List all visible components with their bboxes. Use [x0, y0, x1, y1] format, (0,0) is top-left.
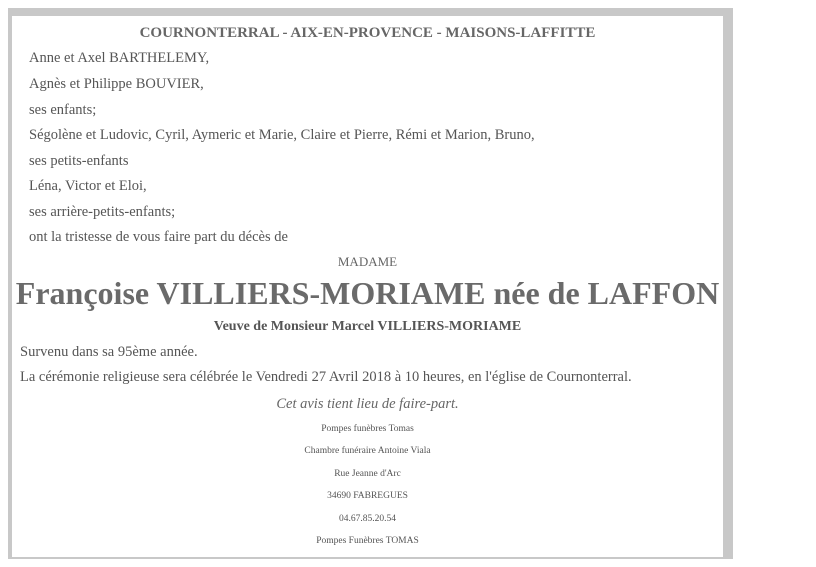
family-line: Agnès et Philippe BOUVIER, [29, 76, 204, 92]
family-line: ses arrière-petits-enfants; [29, 204, 176, 220]
family-line: ses petits-enfants [29, 153, 129, 169]
contact-phone: 04.67.85.20.54 [339, 514, 396, 524]
contact-line: Pompes Funèbres TOMAS [316, 536, 419, 546]
contact-line: Chambre funéraire Antoine Viala [304, 446, 431, 456]
family-line: Anne et Axel BARTHELEMY, [29, 50, 210, 66]
family-line: Léna, Victor et Eloi, [29, 178, 147, 194]
ceremony-line: La cérémonie religieuse sera célébrée le Vendredi 27 Avril 2018 à 10 heures, en l'église de Cournonterral. [20, 369, 632, 385]
family-line: Ségolène et Ludovic, Cyril, Aymeric et Marie, Claire et Pierre, Rémi et Marion, Bruno, [29, 127, 535, 143]
contact-line: Pompes funèbres Tomas [321, 424, 414, 434]
family-line: ont la tristesse de vous faire part du décès de [29, 229, 288, 245]
faire-part-line: Cet avis tient lieu de faire-part. [276, 396, 459, 412]
family-line: ses enfants; [29, 102, 97, 118]
notice-heading: COURNONTERRAL - AIX-EN-PROVENCE - MAISONS-LAFFITTE [139, 25, 596, 41]
contact-line: Rue Jeanne d'Arc [334, 469, 401, 479]
deceased-name: Françoise VILLIERS-MORIAME née de LAFFON [15, 275, 720, 311]
title-madame: MADAME [337, 254, 398, 269]
obituary-notice [12, 16, 723, 557]
widow-line: Veuve de Monsieur Marcel VILLIERS-MORIAME [213, 319, 522, 334]
contact-line: 34690 FABREGUES [327, 491, 408, 501]
age-line: Survenu dans sa 95ème année. [20, 344, 198, 360]
